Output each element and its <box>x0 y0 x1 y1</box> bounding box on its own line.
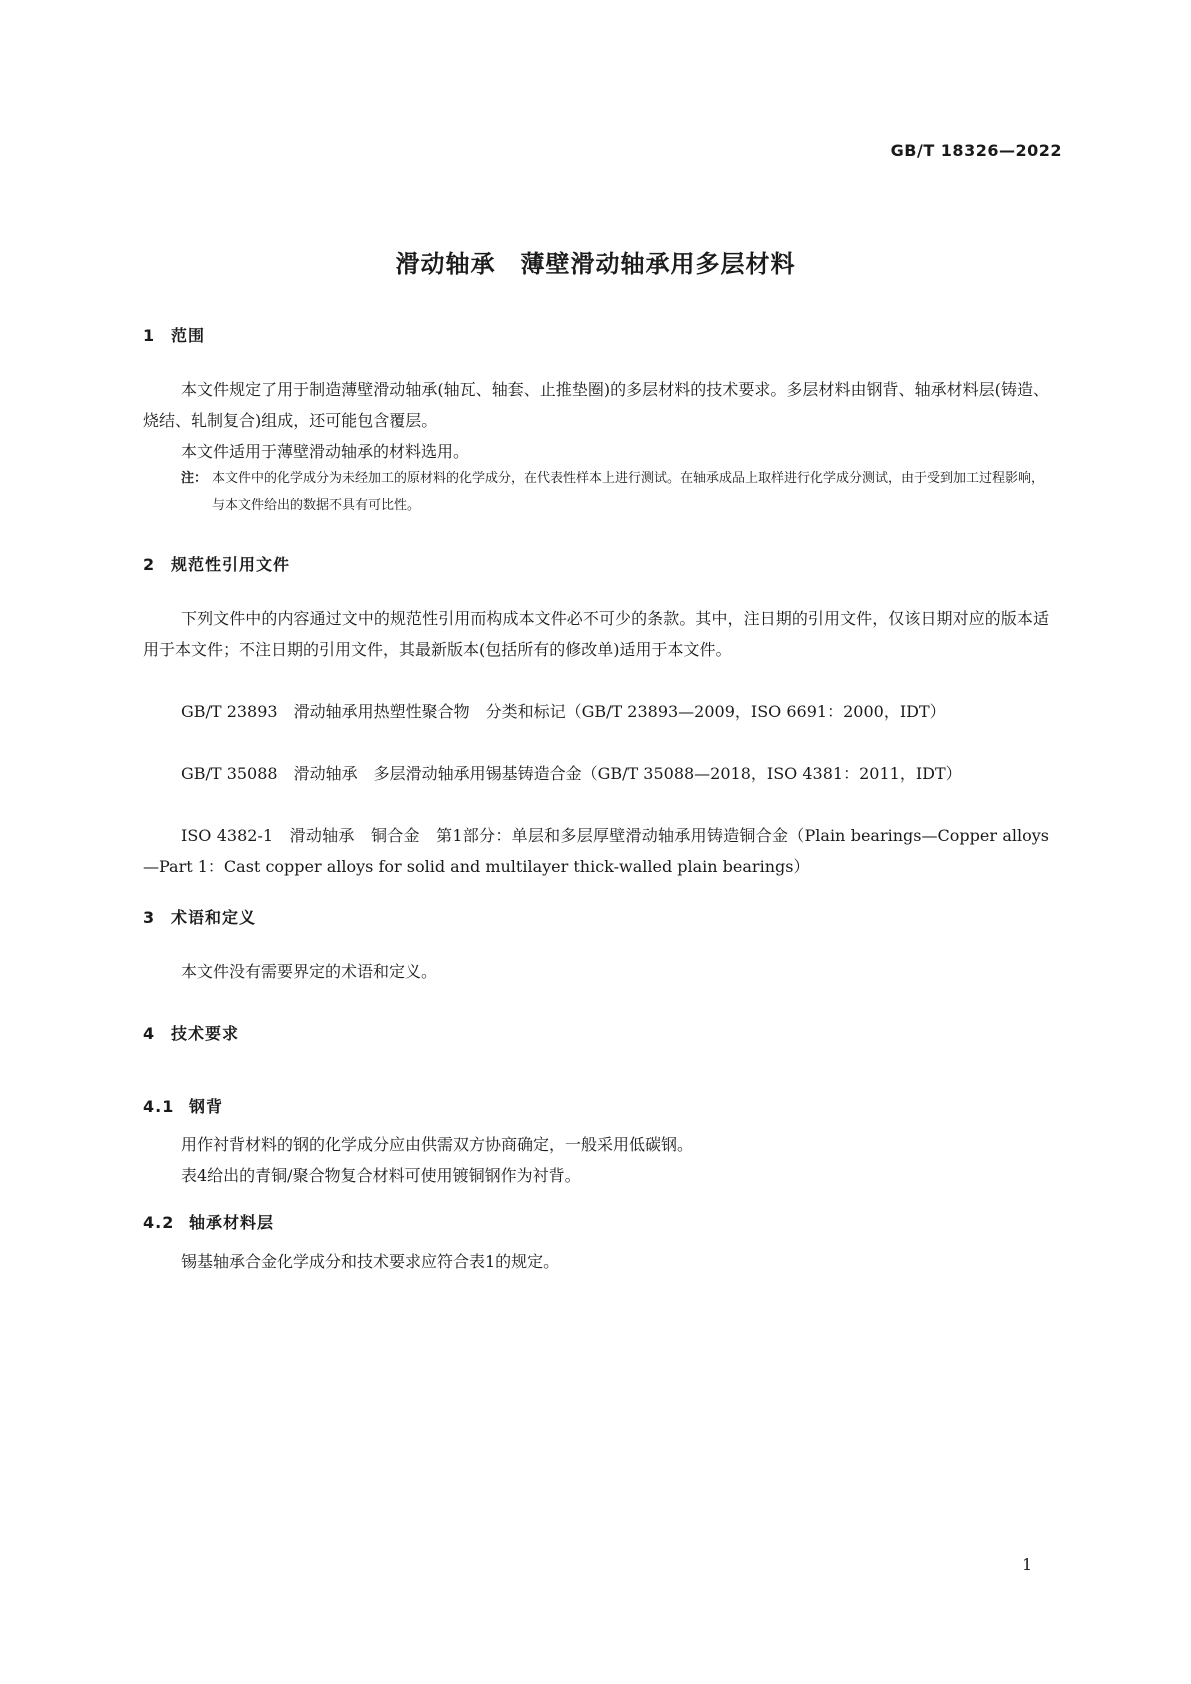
section-number: 3 <box>143 908 156 927</box>
scope-note <box>181 465 1049 519</box>
steel-back-paragraph-2: 表4给出的青铜/聚合物复合材料可使用镀铜钢作为衬背。 <box>181 1166 581 1185</box>
reference-gbt-35088: GB/T 35088 滑动轴承 多层滑动轴承用锡基铸造合金（GB/T 35088—2018，ISO 4381：2011，IDT） <box>181 764 962 783</box>
terms-paragraph: 本文件没有需要界定的术语和定义。 <box>181 962 438 981</box>
section-4-2-heading <box>143 1210 274 1233</box>
bearing-layer-paragraph: 锡基轴承合金化学成分和技术要求应符合表1的规定。 <box>181 1252 560 1271</box>
section-number: 2 <box>143 555 156 574</box>
section-title: 技术要求 <box>171 1024 240 1043</box>
page-number: 1 <box>1022 1555 1033 1574</box>
section-4-heading <box>143 1021 239 1044</box>
scope-applicability: 本文件适用于薄壁滑动轴承的材料选用。 <box>181 442 470 461</box>
section-title: 范围 <box>171 326 206 345</box>
section-2-heading <box>143 552 290 575</box>
section-title: 术语和定义 <box>171 908 257 927</box>
references-intro: 下列文件中的内容通过文中的规范性引用而构成本文件必不可少的条款。其中，注日期的引用文件，仅该日期对应的版本适用于本文件；不注日期的引用文件，其最新版本(包括所有的修改单)适用于本文件。 <box>143 609 1049 659</box>
section-number: 4.1 <box>143 1097 175 1116</box>
document-title: 滑动轴承 薄壁滑动轴承用多层材料 <box>395 250 796 278</box>
note-text: 本文件中的化学成分为未经加工的原材料的化学成分，在代表性样本上进行测试。在轴承成品上取样进行化学成分测试，由于受到加工过程影响，与本文件给出的数据不具有可比性。 <box>212 471 1045 513</box>
reference-iso-4382-1: ISO 4382-1 滑动轴承 铜合金 第1部分：单层和多层厚壁滑动轴承用铸造铜合金（Plain bearings—Copper alloys—Part 1：Cast copper alloys for solid and multilayer thick-walled plain bearings） <box>143 826 1049 876</box>
note-label: 注： <box>181 471 208 486</box>
section-3-heading <box>143 905 256 928</box>
section-title: 规范性引用文件 <box>171 555 291 574</box>
section-1-heading <box>143 323 205 346</box>
standard-code: GB/T 18326—2022 <box>890 141 1062 160</box>
section-number: 4.2 <box>143 1213 175 1232</box>
section-4-1-heading <box>143 1094 223 1117</box>
steel-back-paragraph-1: 用作衬背材料的钢的化学成分应由供需双方协商确定，一般采用低碳钢。 <box>181 1135 694 1154</box>
section-number: 1 <box>143 326 156 345</box>
section-title: 钢背 <box>189 1097 224 1116</box>
reference-gbt-23893: GB/T 23893 滑动轴承用热塑性聚合物 分类和标记（GB/T 23893—2009，ISO 6691：2000，IDT） <box>181 702 946 721</box>
section-title: 轴承材料层 <box>189 1213 275 1232</box>
section-number: 4 <box>143 1024 156 1043</box>
scope-paragraph: 本文件规定了用于制造薄壁滑动轴承(轴瓦、轴套、止推垫圈)的多层材料的技术要求。多层材料由钢背、轴承材料层(铸造、烧结、轧制复合)组成，还可能包含覆层。 <box>143 380 1049 430</box>
